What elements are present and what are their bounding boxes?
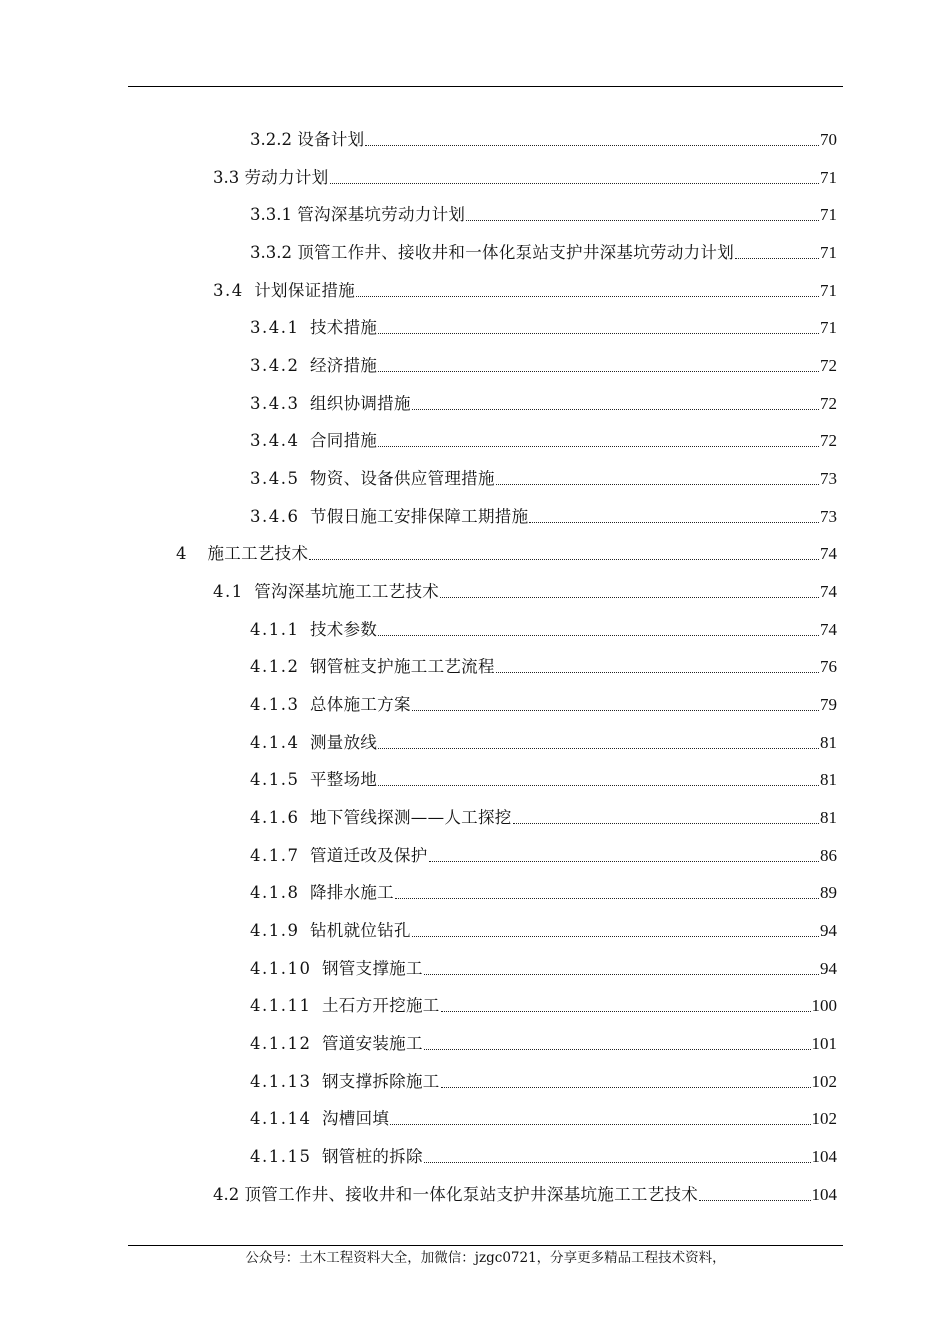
toc-entry-number: 4.1.4 [250, 733, 300, 752]
toc-entry-number: 4.1.9 [250, 921, 300, 940]
toc-entry-title: 测量放线 [309, 733, 378, 752]
footer-rule [128, 1245, 843, 1246]
dot-leader [513, 823, 819, 824]
dot-leader [424, 1162, 811, 1163]
toc-entry-page: 71 [820, 243, 837, 262]
toc-entry-page: 74 [820, 544, 837, 563]
toc-entry[interactable] [250, 1033, 837, 1055]
toc-entry-number: 4.1.5 [250, 770, 300, 789]
toc-entry-page: 94 [820, 959, 837, 978]
dot-leader [365, 145, 819, 146]
toc-entry-page: 86 [820, 846, 837, 865]
toc-entry-page: 102 [811, 1109, 837, 1128]
dot-leader [378, 748, 819, 749]
toc-entry-title: 管道安装施工 [321, 1034, 423, 1053]
toc-entry-number: 3.3 [213, 168, 240, 187]
page-footer: 公众号：土木工程资料大全，加微信：jzgc0721，分享更多精品工程技术资料， [245, 1250, 726, 1266]
dot-leader [309, 559, 819, 560]
toc-entry[interactable] [250, 732, 837, 754]
toc-entry[interactable] [250, 958, 837, 980]
dot-leader [496, 672, 819, 673]
toc-entry-page: 104 [811, 1147, 837, 1166]
toc-entry-number: 3.4.1 [250, 318, 300, 337]
toc-entry-number: 4.1 [213, 582, 244, 601]
dot-leader [395, 898, 819, 899]
toc-entry-number: 4.1.12 [250, 1034, 312, 1053]
toc-entry[interactable] [250, 845, 837, 867]
toc-entry-title: 技术措施 [309, 318, 378, 337]
toc-entry-title: 计划保证措施 [254, 281, 356, 300]
toc-entry-title: 组织协调措施 [309, 394, 411, 413]
toc-entry[interactable] [213, 167, 837, 189]
toc-entry-page: 71 [820, 281, 837, 300]
toc-entry-page: 72 [820, 394, 837, 413]
toc-entry-title: 降排水施工 [309, 883, 394, 902]
toc-entry-page: 79 [820, 695, 837, 714]
toc-entry-title: 管沟深基坑劳动力计划 [297, 205, 466, 224]
toc-entry-page: 73 [820, 507, 837, 526]
dot-leader [378, 785, 819, 786]
toc-entry-number: 4.1.3 [250, 695, 300, 714]
toc-entry[interactable] [250, 1071, 837, 1093]
toc-entry-title: 平整场地 [309, 770, 378, 789]
toc-entry[interactable] [250, 1108, 837, 1130]
toc-entry-number: 4.1.13 [250, 1072, 312, 1091]
toc-entry-title: 设备计划 [297, 130, 365, 149]
toc-entry-title: 合同措施 [309, 431, 378, 450]
toc-entry[interactable] [250, 694, 837, 716]
dot-leader [330, 183, 820, 184]
toc-entry[interactable] [250, 882, 837, 904]
toc-entry[interactable] [213, 581, 837, 603]
toc-entry-page: 76 [820, 657, 837, 676]
toc-entry-page: 72 [820, 356, 837, 375]
toc-entry-page: 101 [811, 1034, 837, 1053]
toc-entry[interactable] [250, 995, 837, 1017]
dot-leader [356, 296, 819, 297]
toc-entry-title: 总体施工方案 [309, 695, 411, 714]
toc-entry-page: 71 [820, 205, 837, 224]
toc-entry-title: 顶管工作井、接收井和一体化泵站支护井深基坑施工工艺技术 [244, 1185, 699, 1204]
dot-leader [412, 710, 819, 711]
toc-entry[interactable] [250, 129, 837, 151]
toc-entry-number: 3.4.6 [250, 507, 300, 526]
dot-leader [440, 597, 819, 598]
toc-entry[interactable] [250, 920, 837, 942]
toc-entry-number: 4.1.11 [250, 996, 312, 1015]
toc-entry-number: 3.4 [213, 281, 244, 300]
toc-entry-title: 施工工艺技术 [207, 544, 309, 563]
toc-entry-title: 沟槽回填 [321, 1109, 390, 1128]
toc-entry-page: 89 [820, 883, 837, 902]
toc-entry-title: 经济措施 [309, 356, 378, 375]
dot-leader [441, 1087, 811, 1088]
toc-entry-number: 4.1.7 [250, 846, 300, 865]
toc-entry-page: 71 [820, 318, 837, 337]
toc-entry-page: 74 [820, 582, 837, 601]
dot-leader [378, 371, 819, 372]
toc-entry[interactable] [250, 1146, 837, 1168]
toc-entry-number: 4.1.2 [250, 657, 300, 676]
toc-entry-page: 102 [811, 1072, 837, 1091]
toc-entry-title: 顶管工作井、接收井和一体化泵站支护井深基坑劳动力计划 [297, 243, 735, 262]
dot-leader [412, 409, 819, 410]
toc-entry[interactable] [250, 506, 837, 528]
toc-entry-title: 钢管桩的拆除 [321, 1147, 423, 1166]
toc-entry[interactable] [250, 430, 837, 452]
toc-entry-number: 4.1.6 [250, 808, 300, 827]
toc-entry-number: 4.2 [213, 1185, 240, 1204]
toc-entry-page: 73 [820, 469, 837, 488]
toc-entry-number: 4.1.1 [250, 620, 300, 639]
toc-entry[interactable] [250, 355, 837, 377]
dot-leader [529, 522, 819, 523]
toc-entry-number: 3.4.2 [250, 356, 300, 375]
toc-entry-page: 81 [820, 733, 837, 752]
toc-entry-title: 钻机就位钻孔 [309, 921, 411, 940]
dot-leader [412, 936, 819, 937]
toc-entry[interactable] [176, 543, 837, 565]
toc-entry[interactable] [250, 656, 837, 678]
toc-entry-number: 4.1.15 [250, 1147, 312, 1166]
toc-entry-title: 钢管支撑施工 [321, 959, 423, 978]
toc-entry-number: 3.4.3 [250, 394, 300, 413]
toc-entry-title: 钢支撑拆除施工 [321, 1072, 440, 1091]
dot-leader [735, 258, 819, 259]
toc-entry[interactable] [250, 393, 837, 415]
toc-entry-page: 81 [820, 808, 837, 827]
toc-entry-title: 管沟深基坑施工工艺技术 [254, 582, 440, 601]
toc-entry-page: 94 [820, 921, 837, 940]
toc-entry-number: 3.4.5 [250, 469, 300, 488]
toc-entry-page: 70 [820, 130, 837, 149]
toc-entry[interactable] [213, 280, 837, 302]
toc-entry-page: 71 [820, 168, 837, 187]
toc-entry-title: 管道迁改及保护 [309, 846, 428, 865]
dot-leader [699, 1200, 810, 1201]
toc-entry-page: 81 [820, 770, 837, 789]
toc-entry-title: 地下管线探测——人工探挖 [309, 808, 512, 827]
dot-leader [496, 484, 819, 485]
toc-entry[interactable] [250, 204, 837, 226]
toc-entry-number: 3.4.4 [250, 431, 300, 450]
dot-leader [378, 333, 819, 334]
toc-entry-title: 土石方开挖施工 [321, 996, 440, 1015]
toc-entry[interactable] [250, 468, 837, 490]
toc-entry-number: 3.2.2 [250, 130, 292, 149]
toc-entry-number: 4.1.10 [250, 959, 312, 978]
toc-entry-number: 3.3.1 [250, 205, 292, 224]
toc-entry-page: 104 [811, 1185, 837, 1204]
toc-entry[interactable] [250, 242, 837, 264]
toc-entry[interactable] [250, 769, 837, 791]
dot-leader [424, 974, 819, 975]
toc-entry-number: 4.1.14 [250, 1109, 312, 1128]
dot-leader [424, 1049, 811, 1050]
toc-entry-number: 4.1.8 [250, 883, 300, 902]
toc-entry-number: 3.3.2 [250, 243, 292, 262]
dot-leader [429, 861, 819, 862]
toc-entry[interactable] [250, 807, 837, 829]
dot-leader [390, 1124, 810, 1125]
toc-entry-title: 节假日施工安排保障工期措施 [309, 507, 529, 526]
toc-entry-page: 100 [811, 996, 837, 1015]
toc-entry-number: 4 [176, 544, 187, 563]
toc-entry-page: 72 [820, 431, 837, 450]
toc-entry-title: 物资、设备供应管理措施 [309, 469, 495, 488]
dot-leader [466, 220, 819, 221]
toc-entry-page: 74 [820, 620, 837, 639]
dot-leader [441, 1011, 811, 1012]
toc-entry-title: 钢管桩支护施工工艺流程 [309, 657, 495, 676]
dot-leader [378, 635, 819, 636]
toc-entry[interactable] [213, 1184, 837, 1206]
dot-leader [378, 446, 819, 447]
toc-entry-title: 劳动力计划 [244, 168, 329, 187]
toc-entry[interactable] [250, 317, 837, 339]
toc-entry[interactable] [250, 619, 837, 641]
toc-entry-title: 技术参数 [309, 620, 378, 639]
